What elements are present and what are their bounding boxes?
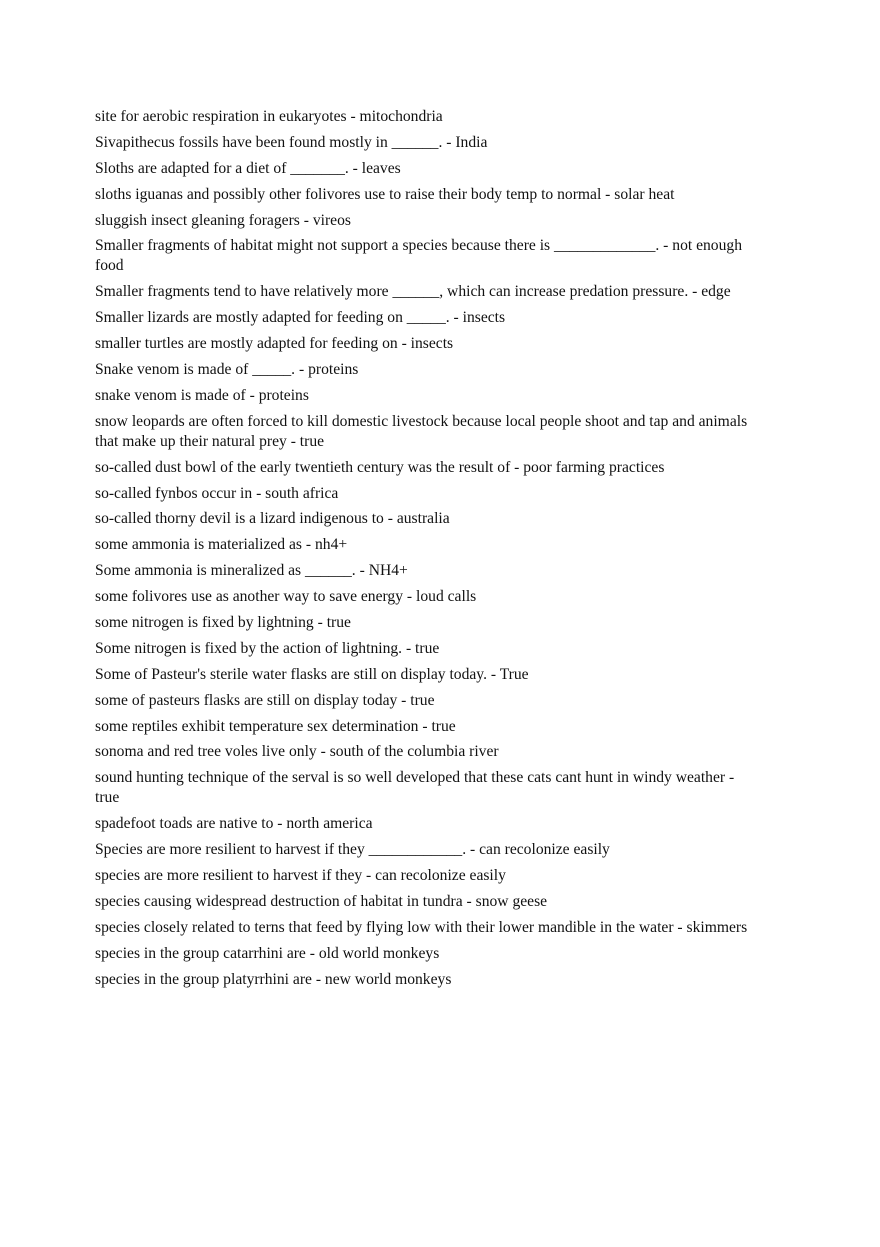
flashcard-line: site for aerobic respiration in eukaryotes - mitochondria [95,108,443,125]
flashcard-line: some of pasteurs flasks are still on display today - true [95,691,435,709]
flashcard-line: so-called fynbos occur in - south africa [95,484,339,502]
flashcard-line: Sivapithecus fossils have been found mostly in ______. - India [95,133,488,151]
flashcard-line: Some nitrogen is fixed by the action of lightning. - true [95,639,440,657]
flashcard-line: sloths iguanas and possibly other folivores use to raise their body temp to normal - solar heat [95,185,675,203]
flashcard-line: Species are more resilient to harvest if they ____________. - can recolonize easily [95,841,610,859]
flashcard-line: Sloths are adapted for a diet of _______. - leaves [95,159,401,177]
flashcard-line: some folivores use as another way to save energy - loud calls [95,588,477,606]
flashcard-line: so-called thorny devil is a lizard indigenous to - australia [95,510,450,528]
flashcard-line: Some ammonia is mineralized as ______. - NH4+ [95,562,408,580]
flashcard-line: some ammonia is materialized as - nh4+ [95,536,348,554]
flashcard-line: some nitrogen is fixed by lightning - true [95,614,351,632]
flashcard-line: species closely related to terns that feed by flying low with their lower mandible in the water - skimmers [95,918,748,936]
flashcard-line: sluggish insect gleaning foragers - vireos [95,211,351,229]
flashcard-line: sound hunting technique of the serval is so well developed that these cats cant hunt in windy weather - true [95,769,735,807]
flashcard-line: spadefoot toads are native to - north america [95,815,373,833]
flashcard-line: sonoma and red tree voles live only - south of the columbia river [95,743,499,761]
flashcard-line: some reptiles exhibit temperature sex determination - true [95,717,456,735]
flashcard-list [95,107,755,996]
flashcard-line: species in the group platyrrhini are - new world monkeys [95,970,452,988]
flashcard-line: Some of Pasteur's sterile water flasks are still on display today. - True [95,665,529,683]
flashcard-line: Smaller fragments of habitat might not support a species because there is _____________. - not enough food [95,237,742,275]
flashcard-line: snow leopards are often forced to kill domestic livestock because local people shoot and tap and animals that make up their natural prey - true [95,412,748,450]
flashcard-line: snake venom is made of - proteins [95,386,309,404]
flashcard-line: smaller turtles are mostly adapted for feeding on - insects [95,335,454,353]
flashcard-line: Snake venom is made of _____. - proteins [95,361,359,379]
flashcard-line: so-called dust bowl of the early twentieth century was the result of - poor farming practices [95,458,665,476]
flashcard-line: Smaller fragments tend to have relatively more ______, which can increase predation pressure. - edge [95,283,731,301]
flashcard-line: species are more resilient to harvest if they - can recolonize easily [95,867,506,885]
flashcard-line: Smaller lizards are mostly adapted for feeding on _____. - insects [95,309,506,327]
flashcard-line: species in the group catarrhini are - old world monkeys [95,944,440,962]
flashcard-line: species causing widespread destruction of habitat in tundra - snow geese [95,892,548,910]
